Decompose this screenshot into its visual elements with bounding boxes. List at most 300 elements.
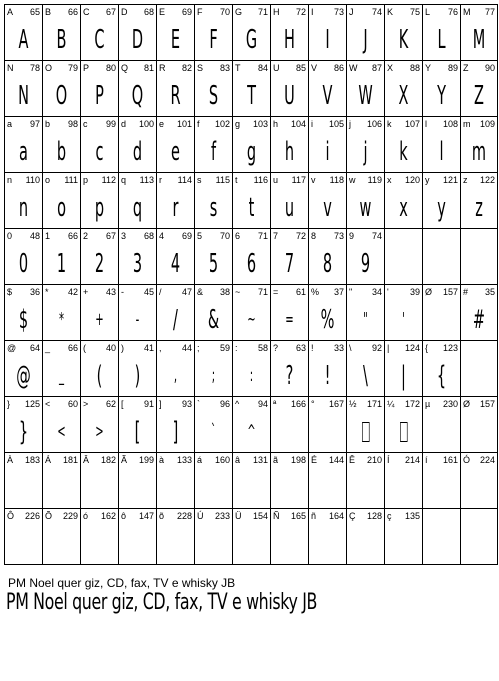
glyph-preview	[468, 245, 490, 283]
glyph-label	[425, 287, 458, 297]
glyph-code-label: 78	[29, 63, 40, 73]
glyph-char-label: Ç	[349, 511, 356, 521]
glyph-cell	[42, 60, 80, 117]
glyph-cell	[422, 452, 460, 509]
glyph-code-label: 36	[29, 287, 40, 297]
glyph-preview: (	[96, 361, 103, 391]
glyph-cell	[80, 452, 118, 509]
glyph-code-label: 64	[29, 343, 40, 353]
glyph-preview: u	[284, 193, 295, 223]
glyph-cell	[156, 116, 194, 173]
glyph-char-label: G	[235, 7, 243, 17]
glyph-code-label: 60	[67, 399, 78, 409]
glyph-preview	[392, 469, 415, 507]
glyph-label	[121, 7, 154, 17]
glyph-label	[83, 455, 116, 465]
glyph-preview	[164, 525, 187, 563]
glyph-char-label: #	[463, 287, 469, 297]
glyph-char-label: *	[45, 287, 49, 297]
glyph-char-label: L	[425, 7, 431, 17]
glyph-label	[7, 175, 40, 185]
glyph-cell	[4, 172, 42, 229]
glyph-cell	[42, 508, 80, 565]
glyph-code-label: 133	[176, 455, 192, 465]
glyph-code-label: 135	[404, 511, 420, 521]
glyph-char-label: Ê	[349, 455, 356, 465]
glyph-label	[45, 399, 78, 409]
glyph-char-label: {	[425, 343, 429, 353]
glyph-cell	[80, 284, 118, 341]
glyph-label	[197, 7, 230, 17]
glyph-preview: J	[363, 25, 368, 55]
glyph-code-label: 116	[253, 175, 268, 185]
glyph-code-label: 67	[105, 7, 116, 17]
glyph-preview: :	[249, 365, 254, 386]
glyph-code-label: 109	[479, 119, 495, 129]
glyph-cell	[270, 508, 308, 565]
glyph-char-label: 9	[349, 231, 355, 241]
glyph-cell	[194, 116, 232, 173]
glyph-cell	[422, 228, 460, 285]
glyph-char-label: x	[387, 175, 392, 185]
glyph-label	[83, 287, 116, 297]
glyph-code-label: 39	[409, 287, 420, 297]
glyph-cell	[422, 284, 460, 341]
glyph-cell	[460, 284, 498, 341]
glyph-label	[7, 399, 40, 409]
glyph-code-label: 38	[219, 287, 230, 297]
glyph-label	[463, 119, 495, 129]
glyph-cell	[460, 228, 498, 285]
glyph-code-label: 72	[295, 231, 306, 241]
glyph-label	[311, 231, 344, 241]
glyph-char-label: Ø	[463, 399, 471, 409]
glyph-label	[463, 175, 495, 185]
glyph-char-label: M	[463, 7, 471, 17]
glyph-code-label: 125	[24, 399, 40, 409]
glyph-preview: F	[209, 25, 218, 55]
glyph-preview: P	[95, 81, 104, 111]
glyph-char-label: Ô	[7, 511, 15, 521]
glyph-cell	[308, 116, 346, 173]
glyph-label	[425, 343, 458, 353]
glyph-code-label: 101	[176, 119, 192, 129]
glyph-char-label: "	[349, 287, 353, 297]
glyph-code-label: 228	[176, 511, 192, 521]
glyph-cell	[346, 116, 384, 173]
glyph-preview: h	[284, 137, 295, 167]
glyph-row	[4, 172, 498, 230]
glyph-code-label: 233	[214, 511, 230, 521]
glyph-label	[463, 63, 495, 73]
glyph-code-label: 105	[328, 119, 344, 129]
glyph-code-label: 42	[67, 287, 78, 297]
glyph-preview: f	[210, 137, 217, 167]
glyph-cell	[42, 116, 80, 173]
glyph-char-label: Á	[45, 455, 52, 465]
glyph-code-label: 210	[366, 455, 382, 465]
glyph-code-label: 226	[24, 511, 40, 521]
glyph-char-label: ô	[121, 511, 127, 521]
glyph-label	[311, 399, 344, 409]
glyph-preview: i	[325, 137, 330, 167]
glyph-label	[425, 7, 458, 17]
glyph-label	[83, 399, 116, 409]
glyph-cell	[4, 116, 42, 173]
glyph-code-label: 77	[484, 7, 495, 17]
glyph-char-label: °	[311, 399, 315, 409]
glyph-cell	[460, 172, 498, 229]
glyph-cell	[308, 60, 346, 117]
glyph-char-label: Ã	[121, 455, 128, 465]
glyph-label	[387, 7, 420, 17]
glyph-preview: B	[56, 25, 67, 55]
glyph-code-label: 35	[484, 287, 495, 297]
glyph-code-label: 106	[366, 119, 382, 129]
glyph-cell	[194, 396, 232, 453]
glyph-char-label: õ	[159, 511, 165, 521]
glyph-char-label: i	[311, 119, 313, 129]
glyph-preview	[430, 413, 453, 451]
glyph-char-label: g	[235, 119, 241, 129]
glyph-cell	[156, 172, 194, 229]
glyph-code-label: 89	[447, 63, 458, 73]
sample-text-plain: PM Noel quer giz, CD, fax, TV e whisky JB	[8, 576, 236, 590]
glyph-cell	[80, 172, 118, 229]
glyph-label	[45, 287, 78, 297]
glyph-char-label: Ø	[425, 287, 433, 297]
glyph-code-label: 68	[143, 7, 154, 17]
glyph-label	[235, 511, 268, 521]
glyph-cell	[346, 284, 384, 341]
glyph-preview	[126, 469, 149, 507]
glyph-cell	[384, 228, 422, 285]
glyph-char-label: 6	[235, 231, 241, 241]
glyph-cell	[384, 284, 422, 341]
glyph-label	[463, 455, 495, 465]
glyph-char-label: Ü	[235, 511, 242, 521]
glyph-cell	[156, 284, 194, 341]
glyph-char-label: 7	[273, 231, 279, 241]
glyph-char-label: ^	[235, 399, 240, 409]
glyph-label	[197, 399, 230, 409]
glyph-label	[235, 231, 268, 241]
glyph-char-label: [	[121, 399, 124, 409]
glyph-char-label: µ	[425, 399, 431, 409]
glyph-char-label: K	[387, 7, 394, 17]
glyph-cell	[80, 228, 118, 285]
glyph-code-label: 37	[333, 287, 344, 297]
glyph-label	[311, 343, 344, 353]
glyph-code-label: 80	[105, 63, 116, 73]
glyph-preview: e	[171, 137, 180, 167]
glyph-char-label: ?	[273, 343, 279, 353]
glyph-char-label: Ú	[197, 511, 204, 521]
glyph-code-label: 43	[105, 287, 116, 297]
glyph-cell	[384, 452, 422, 509]
glyph-code-label: 81	[143, 63, 154, 73]
glyph-label	[159, 231, 192, 241]
glyph-code-label: 79	[67, 63, 78, 73]
glyph-row	[4, 508, 498, 566]
glyph-cell	[118, 172, 156, 229]
glyph-cell	[270, 452, 308, 509]
glyph-label	[311, 175, 344, 185]
glyph-char-label: `	[197, 399, 200, 409]
glyph-preview: ?	[285, 361, 294, 391]
glyph-char-label: A	[7, 7, 14, 17]
glyph-char-label: l	[425, 119, 427, 129]
glyph-code-label: 58	[257, 343, 268, 353]
glyph-code-label: 104	[290, 119, 306, 129]
glyph-char-label: Y	[425, 63, 432, 73]
glyph-code-label: 157	[442, 287, 458, 297]
glyph-label	[7, 231, 40, 241]
glyph-code-label: 33	[333, 343, 344, 353]
glyph-code-label: 108	[442, 119, 458, 129]
glyph-preview	[468, 357, 490, 395]
glyph-preview: S	[208, 81, 219, 111]
glyph-code-label: 85	[295, 63, 306, 73]
glyph-code-label: 111	[64, 175, 78, 185]
glyph-code-label: 97	[29, 119, 40, 129]
glyph-preview: l	[439, 137, 444, 167]
glyph-preview: 4	[170, 249, 181, 279]
glyph-preview: 1	[56, 249, 67, 279]
glyph-code-label: 70	[219, 231, 230, 241]
glyph-code-label: 112	[101, 175, 116, 185]
glyph-cell	[194, 228, 232, 285]
glyph-cell	[4, 4, 42, 61]
glyph-label	[235, 7, 268, 17]
glyph-label	[463, 7, 495, 17]
glyph-cell	[118, 396, 156, 453]
glyph-char-label: ]	[159, 399, 162, 409]
glyph-label	[7, 7, 40, 17]
glyph-label	[235, 63, 268, 73]
glyph-code-label: 86	[333, 63, 344, 73]
glyph-char-label: 0	[7, 231, 13, 241]
glyph-label	[349, 399, 382, 409]
glyph-code-label: 45	[143, 287, 154, 297]
glyph-cell	[118, 4, 156, 61]
glyph-cell	[42, 396, 80, 453]
glyph-code-label: 103	[252, 119, 268, 129]
glyph-label	[387, 175, 420, 185]
glyph-char-label: +	[83, 287, 89, 297]
glyph-label	[349, 343, 382, 353]
glyph-cell	[4, 452, 42, 509]
glyph-char-label: á	[197, 455, 203, 465]
glyph-label	[387, 119, 420, 129]
glyph-code-label: 166	[290, 399, 306, 409]
glyph-char-label: Z	[463, 63, 469, 73]
glyph-preview: b	[56, 137, 67, 167]
glyph-preview	[316, 413, 339, 451]
glyph-preview	[126, 525, 149, 563]
glyph-label	[463, 399, 495, 409]
glyph-label	[425, 63, 458, 73]
glyph-char-label: '	[387, 287, 389, 297]
glyph-cell	[346, 172, 384, 229]
glyph-cell	[270, 60, 308, 117]
glyph-cell	[42, 340, 80, 397]
glyph-code-label: 110	[25, 175, 40, 185]
glyph-label	[273, 7, 306, 17]
glyph-cell	[194, 508, 232, 565]
glyph-char-label: ¼	[387, 399, 395, 409]
glyph-code-label: 66	[67, 7, 78, 17]
glyph-preview: I	[325, 25, 330, 55]
glyph-preview: s	[209, 193, 218, 223]
glyph-code-label: 73	[333, 7, 344, 17]
missing-glyph-box-icon	[400, 422, 407, 442]
glyph-label	[387, 511, 420, 521]
glyph-char-label: 1	[45, 231, 51, 241]
glyph-preview: >	[95, 421, 104, 442]
glyph-cell	[270, 116, 308, 173]
glyph-cell	[194, 340, 232, 397]
glyph-char-label: ã	[273, 455, 279, 465]
glyph-label	[349, 231, 382, 241]
glyph-cell	[42, 228, 80, 285]
glyph-code-label: 164	[328, 511, 344, 521]
glyph-preview: A	[18, 25, 29, 55]
glyph-label	[7, 455, 40, 465]
glyph-char-label: u	[273, 175, 279, 185]
glyph-preview	[88, 525, 111, 563]
glyph-cell	[384, 4, 422, 61]
glyph-cell	[460, 4, 498, 61]
glyph-label	[7, 511, 40, 521]
glyph-preview	[316, 469, 339, 507]
glyph-char-label: S	[197, 63, 204, 73]
glyph-preview: "	[363, 309, 368, 330]
glyph-preview: E	[170, 25, 181, 55]
glyph-cell	[232, 452, 270, 509]
glyph-label	[425, 455, 458, 465]
glyph-label	[235, 455, 268, 465]
glyph-code-label: 94	[257, 399, 268, 409]
glyph-label	[197, 511, 230, 521]
glyph-code-label: 74	[371, 7, 382, 17]
glyph-char-label: I	[311, 7, 314, 17]
glyph-preview: c	[95, 137, 104, 167]
glyph-code-label: 76	[447, 7, 458, 17]
glyph-label	[197, 119, 230, 129]
glyph-char-label: R	[159, 63, 166, 73]
glyph-char-label: w	[349, 175, 356, 185]
glyph-code-label: 93	[181, 399, 192, 409]
glyph-cell	[460, 396, 498, 453]
glyph-preview	[354, 469, 377, 507]
glyph-char-label: 2	[83, 231, 89, 241]
glyph-char-label: &	[197, 287, 204, 297]
glyph-char-label: D	[121, 7, 128, 17]
glyph-char-label: Í	[387, 455, 390, 465]
glyph-label	[83, 231, 116, 241]
glyph-code-label: 72	[295, 7, 306, 17]
glyph-cell	[270, 284, 308, 341]
glyph-cell	[422, 172, 460, 229]
glyph-code-label: 122	[479, 175, 495, 185]
glyph-code-label: 66	[67, 343, 78, 353]
glyph-label	[387, 287, 420, 297]
glyph-label	[197, 175, 230, 185]
glyph-preview: t	[248, 193, 255, 223]
glyph-label	[45, 343, 78, 353]
glyph-cell	[384, 340, 422, 397]
glyph-code-label: 229	[62, 511, 78, 521]
glyph-code-label: 63	[295, 343, 306, 353]
glyph-char-label: |	[387, 343, 390, 353]
glyph-label	[83, 511, 116, 521]
glyph-preview	[430, 469, 453, 507]
glyph-preview: \	[363, 361, 368, 391]
glyph-preview	[278, 413, 301, 451]
glyph-cell	[460, 452, 498, 509]
glyph-preview	[354, 413, 377, 451]
glyph-code-label: 100	[138, 119, 154, 129]
glyph-code-label: 41	[143, 343, 154, 353]
glyph-cell	[308, 508, 346, 565]
glyph-char-label: (	[83, 343, 86, 353]
glyph-cell	[384, 116, 422, 173]
glyph-code-label: 161	[442, 455, 458, 465]
glyph-preview: /	[173, 305, 178, 335]
glyph-preview: w	[359, 193, 372, 223]
glyph-code-label: 118	[329, 175, 344, 185]
glyph-char-label: v	[311, 175, 316, 185]
glyph-code-label: 172	[404, 399, 420, 409]
glyph-code-label: 84	[257, 63, 268, 73]
glyph-preview	[50, 525, 73, 563]
glyph-char-label: F	[197, 7, 203, 17]
glyph-label	[273, 63, 306, 73]
glyph-code-label: 154	[252, 511, 268, 521]
glyph-label	[387, 63, 420, 73]
glyph-label	[45, 7, 78, 17]
glyph-cell	[80, 116, 118, 173]
glyph-cell	[42, 172, 80, 229]
glyph-preview: D	[131, 25, 144, 55]
glyph-code-label: 82	[181, 63, 192, 73]
glyph-label	[121, 287, 154, 297]
glyph-label	[235, 119, 268, 129]
glyph-char-label: d	[121, 119, 127, 129]
glyph-label	[387, 455, 420, 465]
glyph-preview	[50, 469, 73, 507]
glyph-char-label: )	[121, 343, 124, 353]
glyph-char-label: ç	[387, 511, 392, 521]
glyph-code-label: 117	[291, 175, 306, 185]
glyph-label	[273, 231, 306, 241]
glyph-code-label: 199	[138, 455, 154, 465]
glyph-char-label: É	[311, 455, 318, 465]
glyph-char-label: ñ	[311, 511, 317, 521]
glyph-preview: y	[437, 193, 446, 223]
glyph-preview	[468, 525, 490, 563]
glyph-char-label: y	[425, 175, 430, 185]
glyph-char-label: f	[197, 119, 200, 129]
glyph-preview: V	[322, 81, 333, 111]
glyph-cell	[118, 452, 156, 509]
glyph-preview: H	[284, 25, 295, 55]
glyph-char-label: q	[121, 175, 127, 185]
glyph-code-label: 128	[366, 511, 382, 521]
glyph-label	[197, 343, 230, 353]
glyph-char-label: X	[387, 63, 394, 73]
